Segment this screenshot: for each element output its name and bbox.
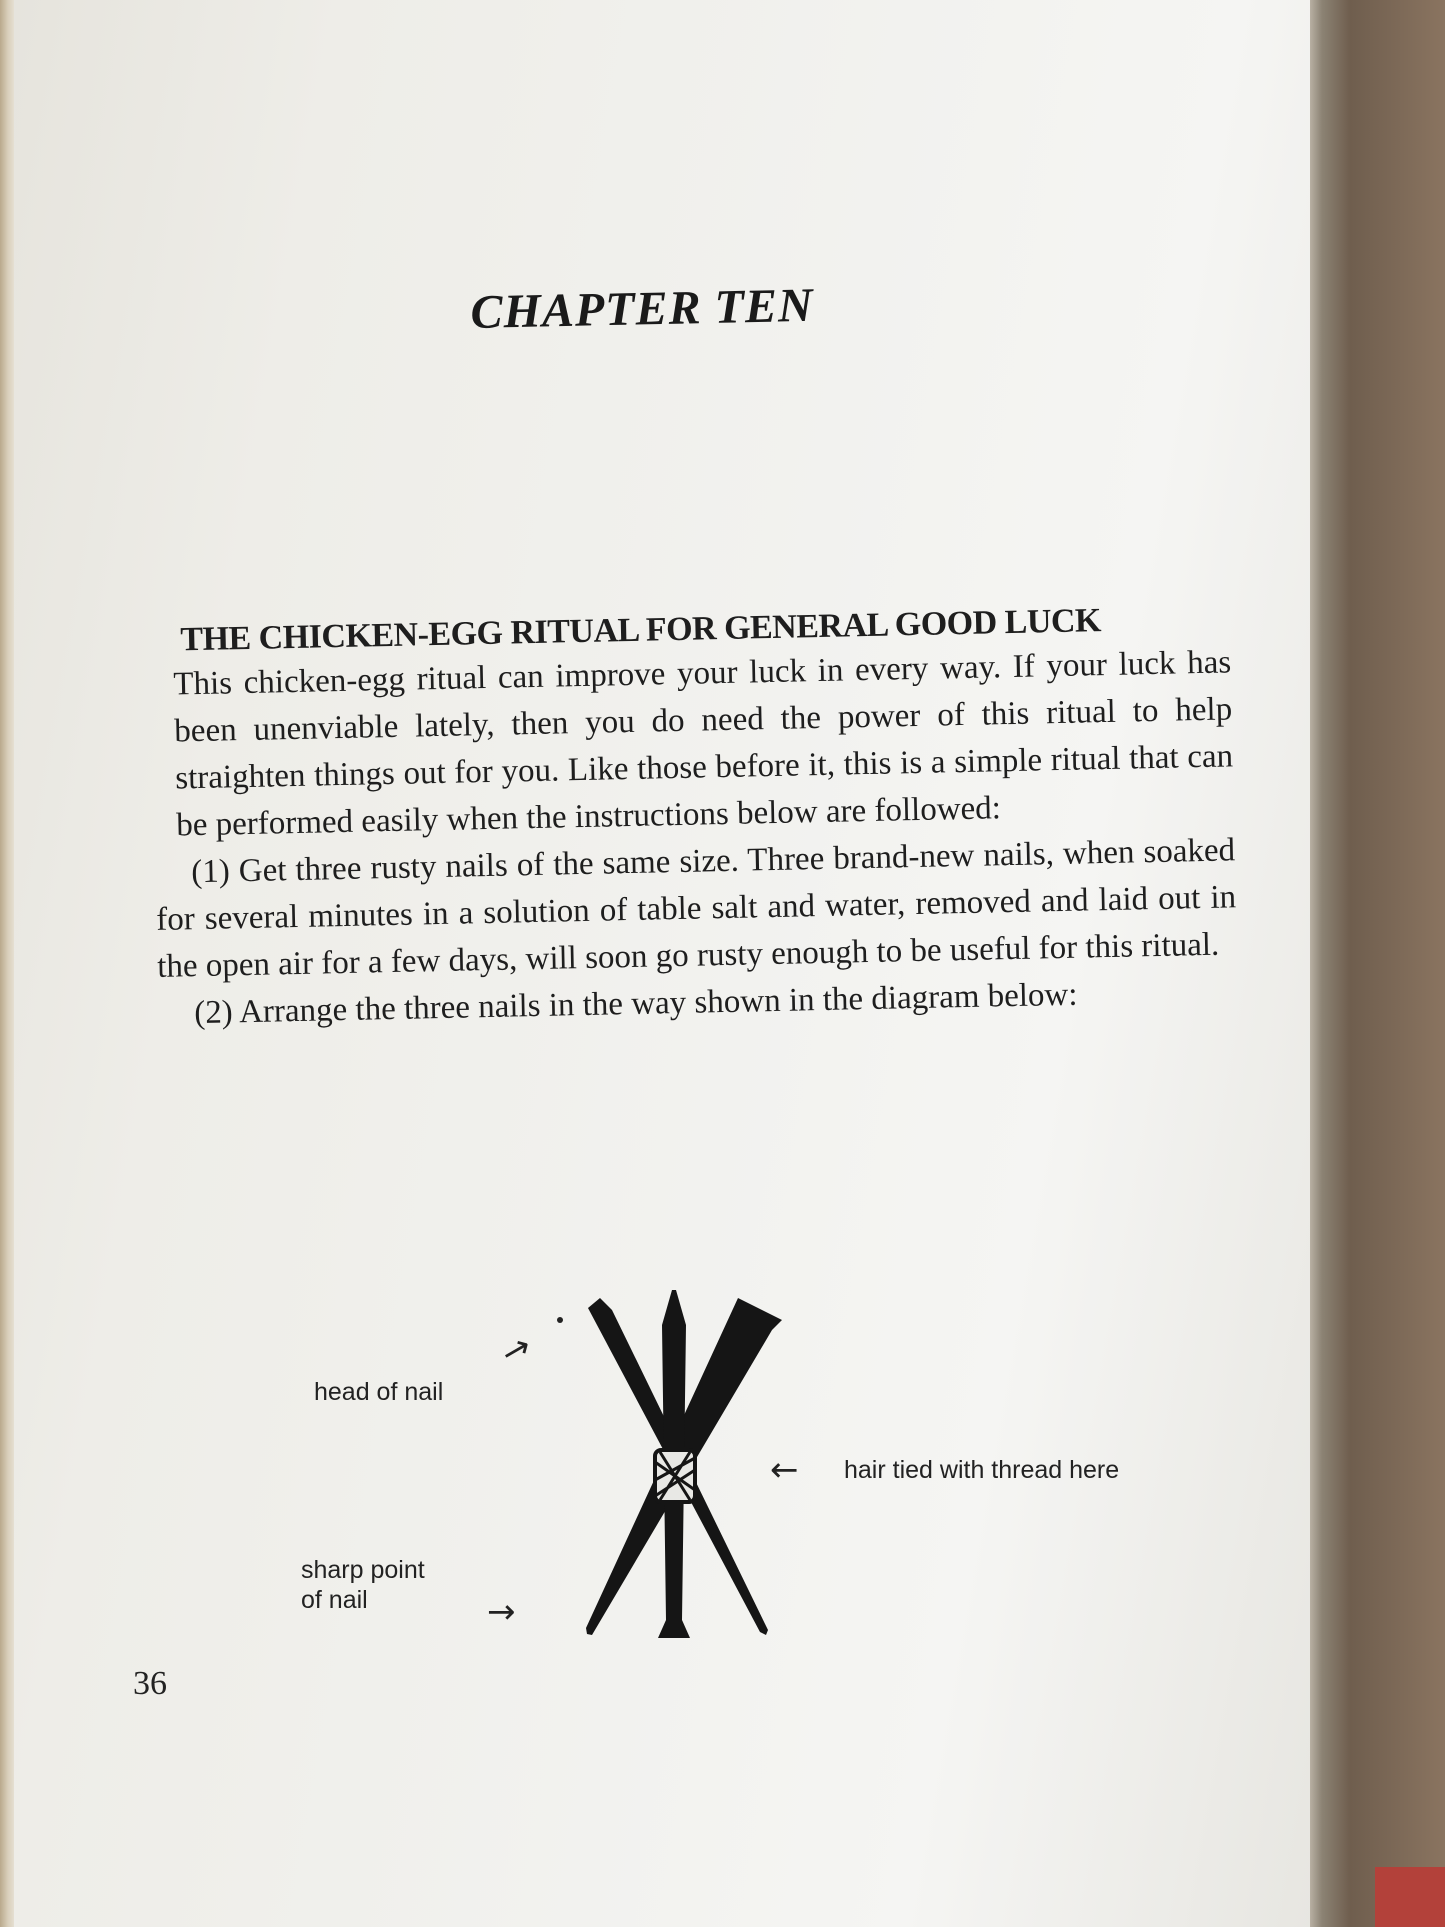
arrow-icon: ← [770, 1450, 799, 1490]
paragraph-intro: This chicken-egg ritual can improve your luck in every way. If your luck has been unenviable lately, then you do need the power of this ritual to help straighten things out for you. Like those before it, this is a simple ritual that can be performed easily when the instructions below are followed: [172, 644, 1234, 844]
book-cover-corner [1375, 1867, 1445, 1927]
body-text-block [150, 597, 1239, 1038]
nail-diagram-icon [540, 1290, 810, 1650]
arrow-icon: → [487, 1592, 516, 1632]
label-head-of-nail: head of nail [314, 1378, 444, 1406]
paragraph-step-2: (2) Arrange the three nails in the way shown in the diagram below: [193, 976, 1078, 1032]
section-heading: THE CHICKEN-EGG RITUAL FOR GENERAL GOOD LUCK [180, 602, 1102, 659]
thread-binding [655, 1450, 695, 1502]
label-hair-tied: hair tied with thread here [844, 1456, 1120, 1484]
page-number: 36 [133, 1665, 167, 1702]
book-edge-right [1310, 0, 1445, 1927]
paragraph-step-1: (1) Get three rusty nails of the same size. Three brand-new nails, when soaked for several minutes in a solution of table salt and water, removed and laid out in the open air for a few days, will soon go rusty enough to be useful for this ritual. [155, 832, 1237, 985]
arrow-icon: → [493, 1325, 539, 1375]
chapter-title: CHAPTER TEN [470, 278, 815, 339]
label-sharp-point: sharp point of nail [301, 1556, 425, 1614]
